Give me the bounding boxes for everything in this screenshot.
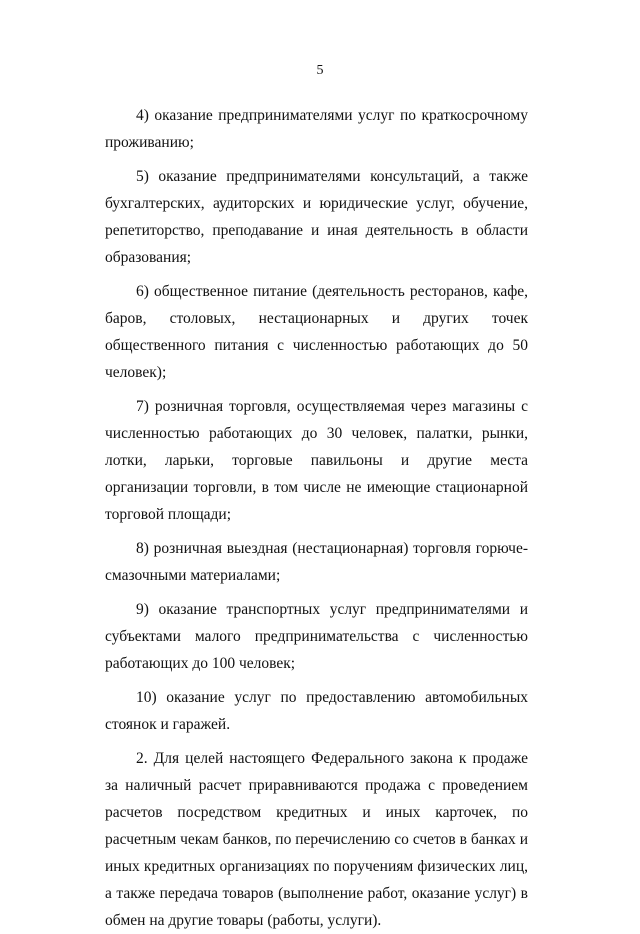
paragraph-item-10: 10) оказание услуг по предоставлению автомобильных стоянок и гаражей. [105, 689, 528, 733]
paragraph-item-6: 6) общественное питание (деятельность ресторанов, кафе, баров, столовых, нестационарных и других точек общественного питания с численностью работающих до 50 человек); [105, 283, 528, 381]
paragraph-item-8: 8) розничная выездная (нестационарная) торговля горюче-смазочными материалами; [105, 540, 528, 584]
paragraph-item-7: 7) розничная торговля, осуществляемая через магазины с численностью работающих до 30 человек, палатки, рынки, лотки, ларьки, торговые павильоны и другие места организации торговли, в том числе не имеющие стационарной торговой площади; [105, 398, 528, 523]
document-body [105, 102, 528, 934]
paragraph-item-5: 5) оказание предпринимателями консультаций, а также бухгалтерских, аудиторских и юридические услуг, обучение, репетиторство, преподавание и иная деятельность в области образования; [105, 168, 528, 266]
paragraph-clause-2: 2. Для целей настоящего Федерального закона к продаже за наличный расчет приравниваются продажа с проведением расчетов посредством кредитных и иных карточек, по расчетным чекам банков, по перечислению со счетов в банках и иных кредитных организациях по поручениям физических лиц, а также передача товаров (выполнение работ, оказание услуг) в обмен на другие товары (работы, услуги). [105, 750, 528, 929]
paragraph-item-9: 9) оказание транспортных услуг предпринимателями и субъектами малого предпринимательства с численностью работающих до 100 человек; [105, 601, 528, 672]
paragraph-item-4: 4) оказание предпринимателями услуг по краткосрочному проживанию; [105, 107, 528, 151]
page-number: 5 [316, 63, 324, 78]
